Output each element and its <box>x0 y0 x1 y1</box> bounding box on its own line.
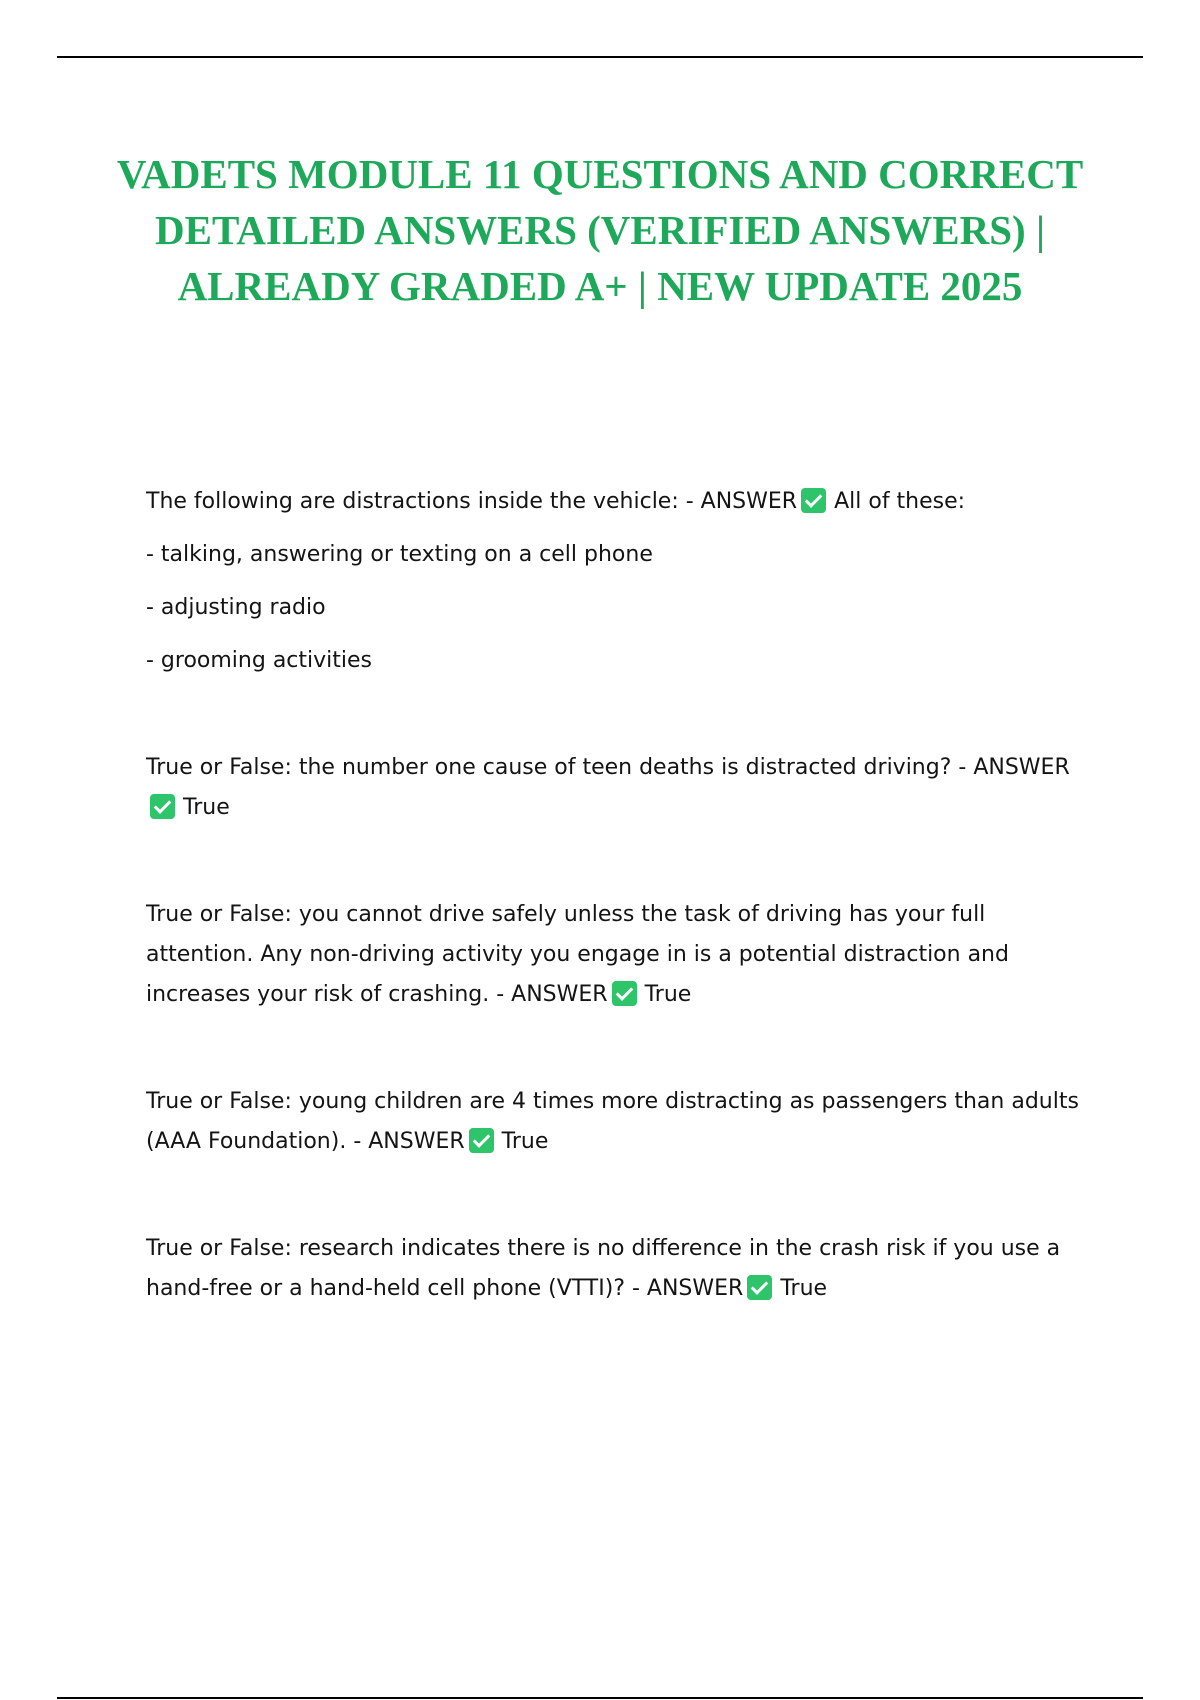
answer-detail-1: - talking, answering or texting on a cell phone <box>146 542 653 567</box>
qa-item-3 <box>146 895 1096 1015</box>
qa-item-5 <box>146 1229 1096 1309</box>
check-icon <box>801 488 826 513</box>
qa-item-1 <box>146 482 1096 681</box>
qa-item-4 <box>146 1082 1096 1162</box>
answer-text: True <box>501 1129 549 1154</box>
answer-text: All of these: <box>834 489 966 514</box>
answer-text: True <box>644 982 692 1007</box>
question-text: True or False: young children are 4 times more distracting as passengers than adults (AAA Foundation). - ANSWER <box>146 1089 1079 1154</box>
qa-line <box>146 482 1096 522</box>
question-text: True or False: you cannot drive safely unless the task of driving has your full attention. Any non-driving activity you engage in is a potential distraction and increases your risk of crashing. - ANSWER <box>146 902 1009 1007</box>
check-icon <box>612 981 637 1006</box>
answer-detail-2: - adjusting radio <box>146 595 326 620</box>
answer-text: True <box>183 795 230 820</box>
check-icon <box>747 1275 772 1300</box>
question-text: The following are distractions inside the vehicle: - ANSWER <box>146 489 798 514</box>
question-text: True or False: the number one cause of teen deaths is distracted driving? - ANSWER <box>146 755 1070 780</box>
check-icon <box>150 794 175 819</box>
answer-text: True <box>780 1276 828 1301</box>
check-icon <box>469 1128 494 1153</box>
qa-list <box>146 482 1096 1309</box>
qa-item-2 <box>146 748 1096 828</box>
question-text: True or False: research indicates there is no difference in the crash risk if you use a hand-free or a hand-held cell phone (VTTI)? - ANSWER <box>146 1236 1061 1301</box>
bottom-rule <box>57 1697 1143 1699</box>
answer-detail-3: - grooming activities <box>146 648 373 673</box>
document-title: VADETS MODULE 11 QUESTIONS AND CORRECT DETAILED ANSWERS (VERIFIED ANSWERS) | ALREADY GRADED A+ | NEW UPDATE 2025 <box>116 151 1084 309</box>
top-rule <box>57 56 1143 58</box>
